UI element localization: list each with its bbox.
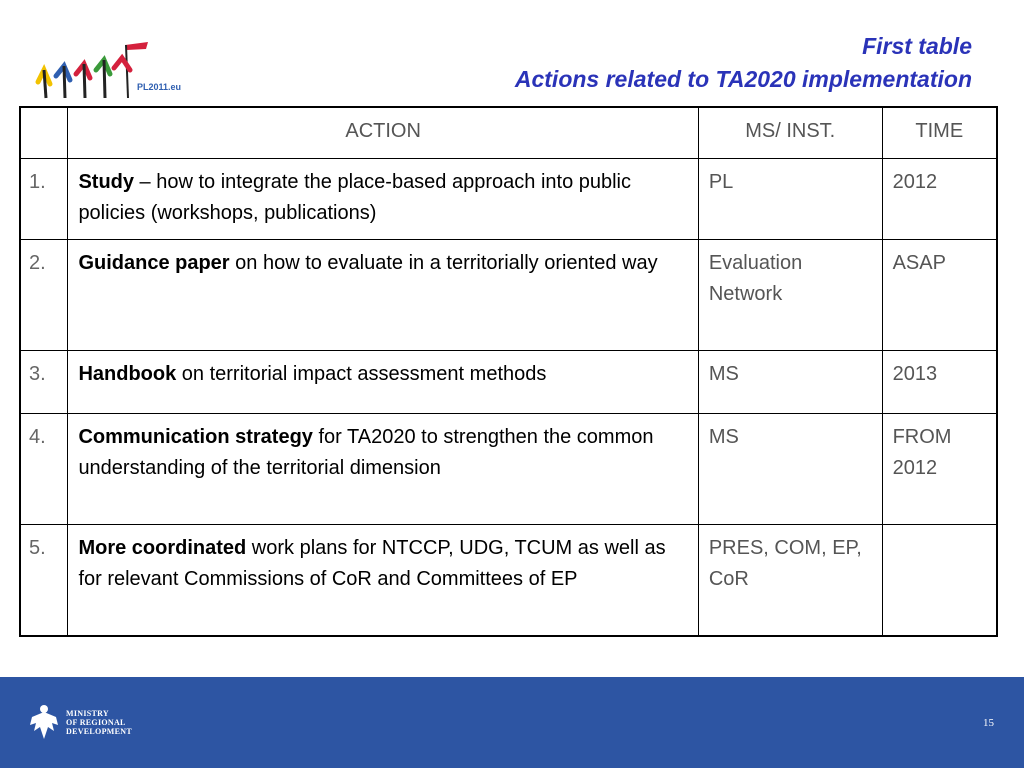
page-number: 15 (983, 717, 994, 729)
action-description: for TA2020 to strengthen the common understanding of the territorial dimension (78, 426, 654, 479)
header-number (20, 107, 68, 159)
title-line-1: First table (862, 33, 972, 59)
table-row (20, 159, 997, 240)
row-number: 5. (20, 525, 68, 636)
header-time: TIME (882, 107, 997, 159)
row-ms-inst: PRES, COM, EP, CoR (698, 525, 882, 636)
row-action (68, 159, 698, 240)
ministry-logo (28, 703, 132, 741)
eagle-emblem-icon (28, 703, 60, 741)
ministry-line-1: MINISTRY (66, 708, 110, 718)
row-action (68, 414, 698, 525)
action-description: work plans for NTCCP, UDG, TCUM as well as for relevant Commissions of CoR and Committees of EP (78, 537, 666, 590)
row-action (68, 351, 698, 414)
pl2011-logo-graphic (30, 40, 190, 105)
action-keyword: Guidance paper (78, 252, 230, 274)
row-time (882, 525, 997, 636)
table-row (20, 240, 997, 351)
table-row (20, 414, 997, 525)
header-action: ACTION (68, 107, 698, 159)
row-time: 2013 (882, 351, 997, 414)
row-ms-inst: MS (698, 351, 882, 414)
title-line-2: Actions related to TA2020 implementation (514, 66, 972, 92)
action-keyword: Handbook (78, 363, 177, 385)
action-keyword: More coordinated (78, 537, 247, 559)
action-keyword: Communication strategy (78, 426, 313, 448)
logo-text: PL2011.eu (137, 82, 182, 92)
action-description: – how to integrate the place-based approach into public policies (workshops, publications) (78, 171, 632, 224)
row-time: 2012 (882, 159, 997, 240)
row-ms-inst: MS (698, 414, 882, 525)
ministry-line-3: DEVELOPMENT (66, 726, 132, 736)
action-description: on how to evaluate in a territorially oriented way (229, 252, 658, 274)
table-row (20, 525, 997, 636)
row-number: 4. (20, 414, 68, 525)
ministry-name (66, 709, 132, 736)
row-action (68, 240, 698, 351)
row-ms-inst: Evaluation Network (698, 240, 882, 351)
actions-table (19, 106, 998, 637)
row-number: 1. (20, 159, 68, 240)
table-row (20, 351, 997, 414)
slide-title (515, 30, 972, 96)
action-description: on territorial impact assessment methods (176, 363, 547, 385)
row-time: FROM 2012 (882, 414, 997, 525)
footer-bar (0, 677, 1024, 768)
row-number: 2. (20, 240, 68, 351)
table-header-row (20, 107, 997, 159)
row-number: 3. (20, 351, 68, 414)
row-ms-inst: PL (698, 159, 882, 240)
ministry-line-2: OF REGIONAL (66, 717, 126, 727)
row-action (68, 525, 698, 636)
row-time: ASAP (882, 240, 997, 351)
action-keyword: Study (78, 171, 134, 193)
header-ms-inst: MS/ INST. (698, 107, 882, 159)
pl2011-logo (30, 40, 190, 105)
